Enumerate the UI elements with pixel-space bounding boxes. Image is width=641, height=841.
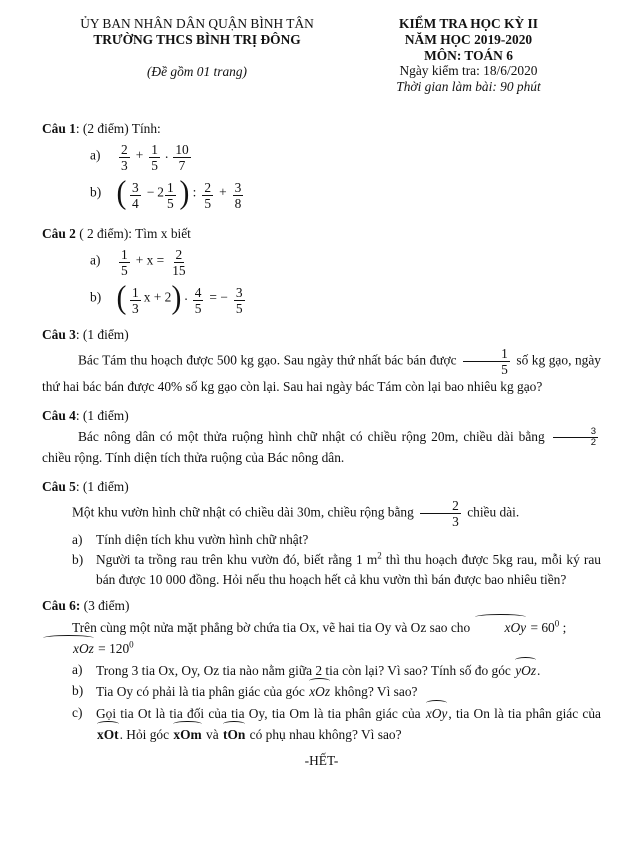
fraction-numerator: 3 xyxy=(235,284,243,300)
question-5 xyxy=(42,477,601,590)
question-3-heading xyxy=(42,325,601,345)
fraction xyxy=(463,346,510,377)
fraction-numerator: 4 xyxy=(194,284,202,300)
q3-text-1: Bác Tám thu hoạch được 500 kg gạo. Sau ngày thứ nhất bác bán được xyxy=(78,352,461,368)
fraction xyxy=(149,142,160,173)
fraction-denominator: 3 xyxy=(121,158,128,174)
fraction-denominator: 5 xyxy=(204,195,212,211)
q6-eq-2: = 120 xyxy=(94,641,130,657)
fraction-numerator: 2 xyxy=(420,498,461,514)
exam-title: KIỂM TRA HỌC KỲ II xyxy=(399,16,538,31)
question-5-heading xyxy=(42,477,601,497)
angle-xOy: xOy xyxy=(425,703,449,724)
q6b-text xyxy=(96,681,601,702)
fraction-denominator: 2 xyxy=(590,437,596,449)
fraction xyxy=(553,427,598,449)
fraction-denominator: 5 xyxy=(235,300,243,316)
fraction-denominator: 5 xyxy=(121,263,128,279)
duration: Thời gian làm bài: 90 phút xyxy=(396,79,541,95)
mixed-number-whole: 2 xyxy=(157,184,164,200)
fraction-denominator: 4 xyxy=(132,195,139,211)
q1b-expression xyxy=(90,176,601,214)
q5-intro xyxy=(42,498,601,529)
fraction-numerator: 1 xyxy=(166,179,174,195)
fraction xyxy=(233,180,244,211)
fraction-numerator: 2 xyxy=(121,142,128,158)
exam-date: Ngày kiểm tra: 18/6/2020 xyxy=(399,63,538,79)
q5-text-1: Một khu vườn hình chữ nhật có chiều dài 30m, chiều rộng bằng xyxy=(72,504,418,520)
close-paren: ) xyxy=(179,175,190,212)
q6c-text xyxy=(96,703,601,745)
angle-xOt: xOt xyxy=(96,724,120,745)
fraction xyxy=(234,285,245,316)
fraction-numerator: 3 xyxy=(132,179,139,195)
item-label: b) xyxy=(72,551,84,567)
q3-text-2: số kg gạo, ngày thứ hai bác bán được 40% số kg gạo còn lại. Sau hai ngày bác Tám còn lại bao nhiêu kg gạo? xyxy=(42,352,601,395)
q5b-text xyxy=(96,550,601,590)
q5b-text-2: thì thu hoạch được 5kg rau, mỗi ký rau bán được 10 000 đồng. Hỏi nếu thu hoạch hết cả khu vườn thì bán được bao nhiêu tiền? xyxy=(96,551,601,587)
open-paren: ( xyxy=(116,175,127,212)
fraction-numerator: 2 xyxy=(175,247,183,263)
question-number: Câu 3 xyxy=(42,327,76,343)
fraction-denominator: 7 xyxy=(178,158,186,174)
angle-xOz: xOz xyxy=(42,638,95,659)
q5-item-b xyxy=(72,550,601,590)
q2b-equation xyxy=(90,281,601,319)
fraction-denominator: 15 xyxy=(172,263,186,279)
q6c-text-4: và xyxy=(202,726,222,742)
q6a-text-1: Trong 3 tia Ox, Oy, Oz tia nào nằm giữa 2 tia còn lại? Vì sao? Tính số đo góc xyxy=(96,663,515,679)
org-name: ỦY BAN NHÂN DÂN QUẬN BÌNH TÂN xyxy=(80,16,314,31)
q6-eq-1: = 60 xyxy=(527,620,555,636)
item-label: a) xyxy=(90,147,101,163)
end-marker: -HẾT- xyxy=(304,752,339,768)
question-points: ( 2 điểm): Tìm x biết xyxy=(75,226,191,242)
item-label: a) xyxy=(90,252,101,268)
item-label: b) xyxy=(90,289,102,305)
fraction-denominator: 3 xyxy=(452,513,459,529)
fraction-denominator: 3 xyxy=(132,300,139,316)
subject: MÔN: TOÁN 6 xyxy=(424,47,513,63)
q6b-text-1: Tia Oy có phải là tia phân giác của góc xyxy=(96,684,309,700)
q3-paragraph xyxy=(42,346,601,397)
question-number: Câu 6: xyxy=(42,598,81,614)
q4-paragraph xyxy=(42,427,601,469)
question-points: : (1 điểm) xyxy=(75,478,129,494)
plus-operator: + xyxy=(135,147,144,163)
question-2 xyxy=(42,224,601,319)
q6-intro-text: Trên cùng một nửa mặt phẳng bờ chứa tia Ox, vẽ hai tia Oy và Oz sao cho xyxy=(72,620,474,636)
fraction xyxy=(119,142,130,173)
angle-xOm: xOm xyxy=(172,724,202,745)
school-name: TRƯỜNG THCS BÌNH TRỊ ĐÔNG xyxy=(93,31,301,47)
question-points: : (1 điểm) xyxy=(75,327,129,343)
fraction-numerator: 10 xyxy=(175,142,189,158)
question-4 xyxy=(42,406,601,469)
fraction xyxy=(130,180,141,211)
item-label: a) xyxy=(72,662,83,678)
q5-item-a xyxy=(72,530,601,550)
question-4-heading xyxy=(42,406,601,426)
fraction-denominator: 5 xyxy=(501,362,508,378)
fraction-denominator: 5 xyxy=(194,300,202,316)
school-year: NĂM HỌC 2019-2020 xyxy=(404,31,533,47)
multiply-dot: . xyxy=(164,145,169,161)
question-number: Câu 2 xyxy=(42,226,76,242)
q6-intro xyxy=(42,617,601,659)
item-label: b) xyxy=(90,184,102,200)
question-points: : (1 điểm) xyxy=(75,407,129,423)
fraction xyxy=(170,247,187,278)
fraction xyxy=(119,247,130,278)
q5-text-2: chiều dài. xyxy=(463,504,520,520)
angle-xOz: xOz xyxy=(308,681,331,702)
degree-superscript: 0 xyxy=(129,639,134,650)
fraction xyxy=(202,180,213,211)
question-1-heading xyxy=(42,119,601,139)
question-6 xyxy=(42,596,601,745)
fraction-numerator: 1 xyxy=(121,247,128,263)
q6c-text-1: Gọi tia Ot là tia đối của tia Oy, tia Om là tia phân giác của xyxy=(96,705,425,721)
plus-x-equals: + x = xyxy=(135,252,165,268)
angle-xOy: xOy xyxy=(474,617,528,638)
fraction xyxy=(420,498,461,529)
question-6-heading xyxy=(42,596,601,616)
question-1 xyxy=(42,119,601,214)
q6-semicolon: ; xyxy=(559,620,567,636)
q6-list xyxy=(72,660,601,744)
header-left xyxy=(42,16,352,95)
divide-operator: : xyxy=(192,184,197,200)
minus-operator: − xyxy=(146,184,155,200)
q6a-text-2: . xyxy=(537,663,541,679)
q4-text-2: chiều rộng. Tính diện tích thửa ruộng của Bác nông dân. xyxy=(42,450,345,466)
item-label: c) xyxy=(72,704,83,720)
question-number: Câu 1 xyxy=(42,121,76,137)
q6b-text-2: không? Vì sao? xyxy=(331,684,418,700)
q5b-text-1: Người ta trồng rau trên khu vườn đó, biết rằng 1 m xyxy=(96,551,378,567)
fraction-numerator: 1 xyxy=(132,284,139,300)
q6-item-a xyxy=(72,660,601,681)
plus-operator: + xyxy=(219,184,227,200)
q2a-equation xyxy=(90,247,601,278)
question-number: Câu 5 xyxy=(42,478,76,494)
multiply-dot: . xyxy=(184,288,188,304)
squared-superscript: 2 xyxy=(377,550,382,561)
q5a-text: Tính diện tích khu vườn hình chữ nhật? xyxy=(96,531,309,547)
q1a-expression xyxy=(90,142,601,173)
item-label: b) xyxy=(72,683,84,699)
question-points: : (2 điểm) Tính: xyxy=(75,121,161,137)
question-points: (3 điểm) xyxy=(80,598,130,614)
close-paren: ) xyxy=(171,280,182,317)
sheet-note: (Đề gồm 01 trang) xyxy=(146,63,248,79)
q6c-text-3: . Hỏi góc xyxy=(119,726,173,742)
fraction-denominator: 5 xyxy=(151,158,158,174)
open-paren: ( xyxy=(116,280,127,317)
q6c-text-2: , tia On là tia phân giác của xyxy=(448,705,601,721)
item-label: a) xyxy=(72,531,83,547)
inner-expression: x + 2 xyxy=(143,289,172,305)
fraction xyxy=(193,285,204,316)
header xyxy=(42,16,601,95)
fraction xyxy=(173,142,190,173)
q6c-text-5: có phụ nhau không? Vì sao? xyxy=(246,726,402,742)
angle-yOz: yOz xyxy=(514,660,537,681)
degree-superscript: 0 xyxy=(554,618,560,629)
fraction-denominator: 8 xyxy=(234,195,242,211)
question-3 xyxy=(42,325,601,397)
fraction-numerator: 1 xyxy=(463,346,510,362)
fraction-numerator: 3 xyxy=(553,427,598,438)
q5-list xyxy=(72,530,601,590)
q4-text-1: Bác nông dân có một thửa ruộng hình chữ nhật có chiều rộng 20m, chiều dài bằng xyxy=(78,428,550,444)
fraction xyxy=(130,285,141,316)
equals-minus: = − xyxy=(209,289,228,305)
question-2-heading xyxy=(42,224,601,244)
fraction-denominator: 5 xyxy=(166,195,174,211)
angle-tOn: tOn xyxy=(222,724,246,745)
fraction xyxy=(165,180,176,211)
fraction-numerator: 2 xyxy=(204,179,212,195)
q6a-text xyxy=(96,660,601,681)
fraction-numerator: 3 xyxy=(234,179,242,195)
q6-item-c xyxy=(72,703,601,745)
q6-item-b xyxy=(72,681,601,702)
header-right xyxy=(356,16,581,95)
question-number: Câu 4 xyxy=(42,407,76,423)
fraction-numerator: 1 xyxy=(151,142,158,158)
